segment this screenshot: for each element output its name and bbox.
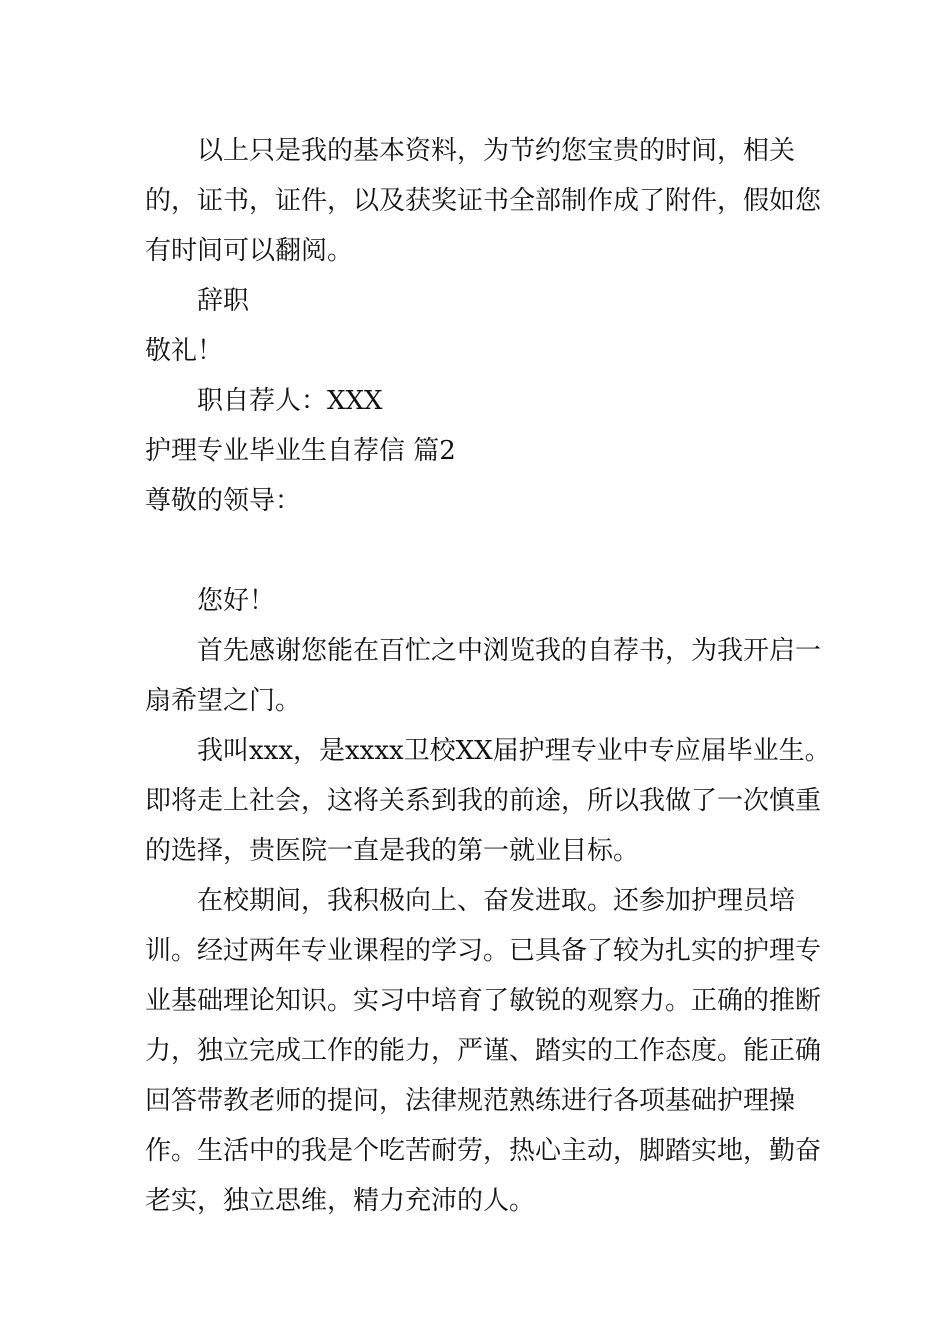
paragraph-school-experience: 在校期间，我积极向上、奋发进取。还参加护理员培训。经过两年专业课程的学习。已具备了较为扎实的护理专业基础理论知识。实习中培育了敏锐的观察力。正确的推断力，独立完成工作的能力，严谨、踏实的工作态度。能正确回答带教老师的提问，法律规范熟练进行各项基础护理操作。生活中的我是个吃苦耐劳，热心主动，脚踏实地，勤奋老实，独立思维，精力充沛的人。 bbox=[145, 886, 822, 1216]
paragraph-introduction: 我叫xxx，是xxxx卫校XX届护理专业中专应届毕业生。即将走上社会，这将关系到我的前途，所以我做了一次慎重的选择，贵医院一直是我的第一就业目标。 bbox=[145, 736, 831, 866]
paragraph-signature: 职自荐人：XXX bbox=[197, 386, 383, 416]
paragraph-attachments: 以上只是我的基本资料，为节约您宝贵的时间，相关的，证书，证件，以及获奖证书全部制作成了附件，假如您有时间可以翻阅。 bbox=[145, 136, 822, 266]
paragraph-thanks: 首先感谢您能在百忙之中浏览我的自荐书，为我开启一扇希望之门。 bbox=[145, 636, 822, 716]
section-heading: 护理专业毕业生自荐信 篇2 bbox=[145, 436, 456, 466]
blank-line bbox=[145, 526, 845, 576]
document-body bbox=[145, 126, 845, 1226]
paragraph-salute: 敬礼！ bbox=[145, 336, 224, 366]
salutation: 尊敬的领导： bbox=[145, 486, 302, 516]
greeting: 您好！ bbox=[197, 586, 276, 616]
paragraph-closing-word: 辞职 bbox=[197, 286, 250, 316]
